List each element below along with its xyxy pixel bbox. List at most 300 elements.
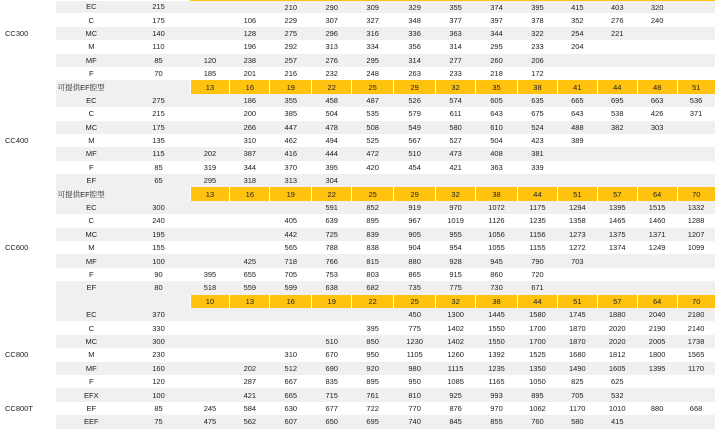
- cavity-size-row: [0, 187, 715, 200]
- value-cell: 535: [352, 107, 394, 120]
- value-cell: 1288: [677, 214, 715, 227]
- value-cell: 210: [270, 1, 312, 14]
- cavity-size-cell: 10: [190, 295, 230, 308]
- cavity-size-cell: 22: [352, 295, 394, 308]
- value-cell: 334: [352, 40, 394, 53]
- value-cell: [230, 228, 270, 241]
- value-cell: 512: [270, 362, 312, 375]
- value-cell: 1565: [677, 348, 715, 361]
- cavity-size-cell: 16: [270, 295, 312, 308]
- load-value: 80: [127, 281, 190, 294]
- value-cell: 395: [518, 1, 558, 14]
- table-row: [0, 375, 715, 388]
- value-cell: [637, 147, 677, 160]
- value-cell: 1019: [436, 214, 476, 227]
- cavity-code: MF: [56, 54, 127, 67]
- cavity-size-cell: 32: [436, 295, 476, 308]
- value-cell: 1445: [476, 308, 518, 321]
- table-row: [0, 402, 715, 415]
- value-cell: 1465: [597, 214, 637, 227]
- value-cell: 295: [476, 40, 518, 53]
- value-cell: 574: [436, 94, 476, 107]
- value-cell: 705: [270, 268, 312, 281]
- model-group-label: [0, 308, 56, 321]
- model-group-label: [0, 121, 56, 134]
- cavity-code: MF: [56, 147, 127, 160]
- value-cell: [557, 67, 597, 80]
- value-cell: 263: [394, 67, 436, 80]
- value-cell: 329: [394, 1, 436, 14]
- value-cell: 980: [394, 362, 436, 375]
- cavity-code: MC: [56, 121, 127, 134]
- value-cell: 1680: [557, 348, 597, 361]
- value-cell: 322: [518, 27, 558, 40]
- value-cell: 304: [312, 174, 352, 187]
- value-cell: 580: [557, 415, 597, 428]
- value-cell: 421: [436, 161, 476, 174]
- value-cell: 415: [557, 1, 597, 14]
- value-cell: 625: [597, 375, 637, 388]
- value-cell: 855: [476, 415, 518, 428]
- cavity-size-cell: 64: [637, 187, 677, 200]
- value-cell: 2040: [637, 308, 677, 321]
- load-value: 85: [127, 402, 190, 415]
- value-cell: 1392: [476, 348, 518, 361]
- value-cell: 232: [312, 67, 352, 80]
- value-cell: [637, 134, 677, 147]
- cavity-size-row: [0, 295, 715, 308]
- value-cell: [190, 375, 230, 388]
- value-cell: [677, 40, 715, 53]
- load-value: 370: [127, 308, 190, 321]
- value-cell: 316: [352, 27, 394, 40]
- value-cell: 643: [557, 107, 597, 120]
- model-group-label: CC800: [0, 348, 56, 361]
- value-cell: 238: [230, 54, 270, 67]
- value-cell: [190, 27, 230, 40]
- value-cell: [597, 268, 637, 281]
- value-cell: [230, 321, 270, 334]
- value-cell: [637, 27, 677, 40]
- value-cell: 1056: [476, 228, 518, 241]
- value-cell: 290: [312, 1, 352, 14]
- table-row: [0, 254, 715, 267]
- value-cell: 1580: [518, 308, 558, 321]
- value-cell: [597, 174, 637, 187]
- table-row: [0, 362, 715, 375]
- value-cell: [230, 308, 270, 321]
- value-cell: 1235: [518, 214, 558, 227]
- value-cell: [557, 161, 597, 174]
- cavity-size-cell: 51: [677, 80, 715, 93]
- value-cell: 1050: [518, 375, 558, 388]
- value-cell: 725: [312, 228, 352, 241]
- value-cell: [190, 94, 230, 107]
- value-cell: [557, 174, 597, 187]
- value-cell: [677, 13, 715, 26]
- cavity-size-cell: 70: [677, 295, 715, 308]
- value-cell: 825: [557, 375, 597, 388]
- value-cell: [436, 174, 476, 187]
- cavity-code: M: [56, 40, 127, 53]
- value-cell: 1800: [637, 348, 677, 361]
- value-cell: 2020: [597, 321, 637, 334]
- value-cell: 775: [436, 281, 476, 294]
- table-row: [0, 321, 715, 334]
- model-group-label: CC300: [0, 27, 56, 40]
- value-cell: 880: [637, 402, 677, 415]
- value-cell: [190, 228, 230, 241]
- table-row: [0, 174, 715, 187]
- value-cell: 559: [230, 281, 270, 294]
- value-cell: 1870: [557, 321, 597, 334]
- model-group-label: [0, 214, 56, 227]
- value-cell: 788: [312, 241, 352, 254]
- cavity-code: F: [56, 67, 127, 80]
- table-row: [0, 121, 715, 134]
- load-value: 120: [127, 375, 190, 388]
- value-cell: 240: [637, 13, 677, 26]
- value-cell: 106: [230, 13, 270, 26]
- value-cell: 895: [352, 375, 394, 388]
- table-row: [0, 214, 715, 227]
- value-cell: 1099: [677, 241, 715, 254]
- value-cell: 753: [312, 268, 352, 281]
- load-value: 85: [127, 161, 190, 174]
- value-cell: 536: [677, 94, 715, 107]
- value-cell: [677, 268, 715, 281]
- load-value: 160: [127, 362, 190, 375]
- value-cell: [230, 1, 270, 14]
- value-cell: 638: [312, 281, 352, 294]
- value-cell: [270, 321, 312, 334]
- table-row: [0, 27, 715, 40]
- value-cell: 670: [312, 348, 352, 361]
- value-cell: 221: [597, 27, 637, 40]
- value-cell: 607: [270, 415, 312, 428]
- cavity-size-cell: 25: [394, 295, 436, 308]
- load-value: 330: [127, 321, 190, 334]
- cavity-size-cell: 44: [518, 295, 558, 308]
- value-cell: 287: [230, 375, 270, 388]
- value-cell: [677, 67, 715, 80]
- value-cell: [270, 201, 312, 214]
- model-group-label: [0, 54, 56, 67]
- value-cell: 766: [312, 254, 352, 267]
- load-value: 175: [127, 13, 190, 26]
- value-cell: 740: [394, 415, 436, 428]
- value-cell: [597, 134, 637, 147]
- table-row: [0, 241, 715, 254]
- value-cell: [190, 40, 230, 53]
- value-cell: 950: [352, 348, 394, 361]
- value-cell: 703: [557, 254, 597, 267]
- value-cell: [190, 201, 230, 214]
- value-cell: 233: [436, 67, 476, 80]
- value-cell: 462: [270, 134, 312, 147]
- value-cell: 472: [352, 147, 394, 160]
- value-cell: 1395: [597, 201, 637, 214]
- value-cell: 1085: [436, 375, 476, 388]
- model-group-label: [0, 321, 56, 334]
- load-value: 140: [127, 27, 190, 40]
- cavity-code: C: [56, 13, 127, 26]
- model-group-label: [0, 295, 56, 308]
- cavity-code: C: [56, 321, 127, 334]
- model-group-label: [0, 254, 56, 267]
- table-row: [0, 308, 715, 321]
- value-cell: [190, 254, 230, 267]
- value-cell: 442: [270, 228, 312, 241]
- value-cell: 760: [518, 415, 558, 428]
- value-cell: 1738: [677, 335, 715, 348]
- value-cell: [190, 362, 230, 375]
- model-group-label: [0, 80, 56, 93]
- cavity-code: EF: [56, 174, 127, 187]
- value-cell: 296: [312, 27, 352, 40]
- cavity-size-cell: 16: [230, 187, 270, 200]
- value-cell: 387: [230, 147, 270, 160]
- value-cell: [190, 388, 230, 401]
- value-cell: [597, 254, 637, 267]
- value-cell: 865: [394, 268, 436, 281]
- value-cell: 473: [436, 147, 476, 160]
- value-cell: 327: [352, 13, 394, 26]
- cavity-code: MF: [56, 362, 127, 375]
- table-row: [0, 40, 715, 53]
- load-value: 85: [127, 54, 190, 67]
- cavity-size-cell: 22: [312, 80, 352, 93]
- model-group-label: [0, 281, 56, 294]
- value-cell: 667: [270, 375, 312, 388]
- value-cell: 314: [436, 40, 476, 53]
- model-group-label: CC600: [0, 241, 56, 254]
- value-cell: 671: [518, 281, 558, 294]
- value-cell: 276: [312, 54, 352, 67]
- value-cell: 970: [476, 402, 518, 415]
- value-cell: 1515: [637, 201, 677, 214]
- value-cell: 567: [394, 134, 436, 147]
- value-cell: 876: [436, 402, 476, 415]
- value-cell: [677, 281, 715, 294]
- cavity-size-cell: 70: [677, 187, 715, 200]
- table-row: [0, 228, 715, 241]
- value-cell: 450: [394, 308, 436, 321]
- load-value: 240: [127, 214, 190, 227]
- value-cell: [394, 174, 436, 187]
- value-cell: [677, 174, 715, 187]
- value-cell: 1175: [518, 201, 558, 214]
- value-cell: 526: [394, 94, 436, 107]
- cavity-size-cell: 38: [518, 80, 558, 93]
- cavity-size-cell: 57: [597, 187, 637, 200]
- value-cell: 715: [312, 388, 352, 401]
- load-value: [127, 80, 190, 93]
- value-cell: 790: [518, 254, 558, 267]
- value-cell: 1700: [518, 321, 558, 334]
- cavity-size-cell: 51: [557, 295, 597, 308]
- value-cell: [677, 134, 715, 147]
- value-cell: 815: [352, 254, 394, 267]
- value-cell: 363: [436, 27, 476, 40]
- ef-cavity-label: 可提供EF腔型: [56, 187, 127, 200]
- cavity-code: C: [56, 107, 127, 120]
- value-cell: 510: [312, 335, 352, 348]
- value-cell: [312, 308, 352, 321]
- load-value: 115: [127, 147, 190, 160]
- value-cell: [677, 161, 715, 174]
- model-group-label: [0, 67, 56, 80]
- cavity-size-cell: 29: [394, 80, 436, 93]
- value-cell: [677, 27, 715, 40]
- table-row: [0, 94, 715, 107]
- value-cell: 1126: [476, 214, 518, 227]
- value-cell: 605: [476, 94, 518, 107]
- value-cell: 303: [637, 121, 677, 134]
- value-cell: 1605: [597, 362, 637, 375]
- value-cell: 245: [190, 402, 230, 415]
- cavity-size-cell: 19: [270, 80, 312, 93]
- value-cell: 494: [312, 134, 352, 147]
- value-cell: 202: [190, 147, 230, 160]
- value-cell: 314: [394, 54, 436, 67]
- cavity-size-cell: 38: [476, 187, 518, 200]
- value-cell: 1402: [436, 321, 476, 334]
- value-cell: 292: [270, 40, 312, 53]
- value-cell: 954: [436, 241, 476, 254]
- cavity-size-cell: 13: [190, 80, 230, 93]
- value-cell: [597, 40, 637, 53]
- value-cell: 2180: [677, 308, 715, 321]
- value-cell: 580: [436, 121, 476, 134]
- value-cell: 201: [230, 67, 270, 80]
- value-cell: 665: [270, 388, 312, 401]
- value-cell: 1375: [597, 228, 637, 241]
- load-value: 65: [127, 174, 190, 187]
- value-cell: 206: [518, 54, 558, 67]
- value-cell: 1062: [518, 402, 558, 415]
- value-cell: [190, 241, 230, 254]
- value-cell: 1010: [597, 402, 637, 415]
- value-cell: [637, 174, 677, 187]
- value-cell: 925: [436, 388, 476, 401]
- value-cell: 444: [312, 147, 352, 160]
- cavity-size-cell: 25: [352, 80, 394, 93]
- value-cell: 682: [352, 281, 394, 294]
- value-cell: 1880: [597, 308, 637, 321]
- model-group-label: [0, 174, 56, 187]
- value-cell: 1350: [518, 362, 558, 375]
- table-row: [0, 388, 715, 401]
- value-cell: [637, 388, 677, 401]
- model-group-label: [0, 335, 56, 348]
- value-cell: 382: [597, 121, 637, 134]
- value-cell: 538: [597, 107, 637, 120]
- value-cell: 504: [476, 134, 518, 147]
- value-cell: 1055: [476, 241, 518, 254]
- value-cell: 919: [394, 201, 436, 214]
- value-cell: 425: [230, 254, 270, 267]
- value-cell: 665: [557, 94, 597, 107]
- value-cell: [637, 281, 677, 294]
- value-cell: [230, 335, 270, 348]
- cavity-code: C: [56, 214, 127, 227]
- value-cell: 579: [394, 107, 436, 120]
- load-value: 100: [127, 388, 190, 401]
- value-cell: 510: [394, 147, 436, 160]
- value-cell: 218: [476, 67, 518, 80]
- table-row: [0, 107, 715, 120]
- cavity-code: F: [56, 375, 127, 388]
- value-cell: 1072: [476, 201, 518, 214]
- table-row: [0, 54, 715, 67]
- value-cell: 668: [677, 402, 715, 415]
- value-cell: [270, 335, 312, 348]
- cavity-code: F: [56, 161, 127, 174]
- value-cell: [637, 254, 677, 267]
- value-cell: 1170: [557, 402, 597, 415]
- cavity-size-cell: 22: [312, 187, 352, 200]
- load-value: 175: [127, 121, 190, 134]
- cavity-size-cell: 51: [557, 187, 597, 200]
- load-value: 215: [127, 107, 190, 120]
- cavity-size-cell: 57: [597, 295, 637, 308]
- load-value: 300: [127, 335, 190, 348]
- value-cell: [677, 254, 715, 267]
- load-value: [127, 295, 190, 308]
- value-cell: 860: [476, 268, 518, 281]
- value-cell: 216: [270, 67, 312, 80]
- value-cell: [677, 388, 715, 401]
- value-cell: 810: [394, 388, 436, 401]
- model-group-label: [0, 201, 56, 214]
- table-row: [0, 1, 715, 14]
- model-group-label: [0, 228, 56, 241]
- value-cell: 527: [436, 134, 476, 147]
- ef-cavity-label: 可提供EF腔型: [56, 80, 127, 93]
- cavity-code: EC: [56, 201, 127, 214]
- value-cell: 381: [518, 147, 558, 160]
- value-cell: 1358: [557, 214, 597, 227]
- value-cell: 761: [352, 388, 394, 401]
- cavity-size-cell: 13: [190, 187, 230, 200]
- cavity-code: M: [56, 348, 127, 361]
- value-cell: 172: [518, 67, 558, 80]
- value-cell: 635: [518, 94, 558, 107]
- value-cell: 266: [230, 121, 270, 134]
- value-cell: 695: [352, 415, 394, 428]
- value-cell: 374: [476, 1, 518, 14]
- value-cell: 1550: [476, 321, 518, 334]
- model-group-label: [0, 13, 56, 26]
- value-cell: 1550: [476, 335, 518, 348]
- value-cell: 196: [230, 40, 270, 53]
- load-value: 135: [127, 134, 190, 147]
- model-group-label: CC400: [0, 134, 56, 147]
- value-cell: 416: [270, 147, 312, 160]
- value-cell: 475: [190, 415, 230, 428]
- value-cell: [637, 268, 677, 281]
- value-cell: 920: [352, 362, 394, 375]
- value-cell: 488: [557, 121, 597, 134]
- value-cell: [677, 375, 715, 388]
- value-cell: 1272: [557, 241, 597, 254]
- value-cell: [677, 147, 715, 160]
- value-cell: 356: [394, 40, 436, 53]
- value-cell: 718: [270, 254, 312, 267]
- cavity-size-cell: 29: [394, 187, 436, 200]
- value-cell: 584: [230, 402, 270, 415]
